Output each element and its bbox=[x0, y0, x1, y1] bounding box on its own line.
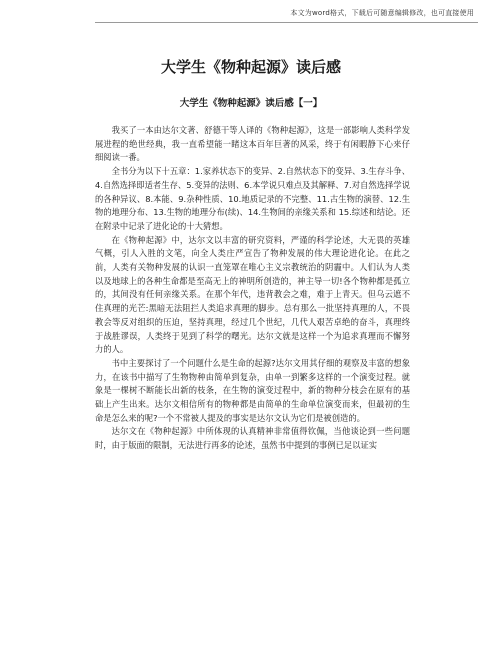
header-divider bbox=[95, 22, 478, 23]
paragraph: 全书分为以下十五章：1.家养状态下的变异、2.自然状态下的变异、3.生存斗争、4.自然选择即适者生存、5.变异的法则、6.本学说只难点及其解释、7.对自然选择学说的各种异议、8.本能、9.杂种性质、10.地质记录的不完整、11.古生物的演替、12.生物的地理分布、13.生物的地理分布(续)、14.生物间的亲缘关系和 15.综述和结论。还在附录中记录了进化论的十大猜想。 bbox=[95, 166, 410, 231]
section-subtitle: 大学生《物种起源》读后感【一】 bbox=[179, 98, 323, 109]
paragraph: 书中主要探讨了一个问题什么是生命的起源?达尔文用其仔细的观察及丰富的想象力，在该书中描写了生物物种由简单到复杂，由单一到繁多这样的一个演变过程。就象是一棵树不断能长出新的枝条，在生物的演变过程中，新的物种分枝会在原有的基础上产生出来。达尔文相信所有的物种都是由简单的生命单位演变而来，但最初的生命是怎么来的呢?一个不常被人提及的事实是达尔文认为它们是被创造的。 bbox=[95, 357, 410, 423]
body-text bbox=[95, 124, 410, 453]
paragraph: 在《物种起源》中，达尔文以丰富的研究资料，严谨的科学论述，大无畏的英雄气概，引人入胜的文笔，向全人类庄严宣告了物种发展的伟大理论进化论。在此之前，人类有关物种发展的认识一直笼罩在唯心主义宗教统治的阴霾中。人们认为人类以及地球上的各种生命都是至高无上的神明所创造的，神主导一切!各个物种都是孤立的，其间没有任何亲缘关系。在那个年代，违背教会之难，难于上青天。但乌云遮不住真理的光芒:黑暗无法阻拦人类追求真理的脚步。总有那么一批坚持真理的人，不畏教会等反对组织的压迫，坚持真理，经过几个世纪，几代人艰苦卓绝的奋斗，真理终于战胜谬误，人类终于见到了科学的曙光。达尔文就是这样一个为追求真理而不懈努力的人。 bbox=[95, 234, 410, 355]
page-header-note: 本文为word格式，下载后可随意编辑修改，也可直接使用 bbox=[290, 9, 474, 17]
paragraph: 我买了一本由达尔文著、舒德干等人译的《物种起源》，这是一部影响人类科学发展进程的绝世经典，我一直希望能一睹这本百年巨著的风采，终于有闲暇静下心来仔细阅读一番。 bbox=[95, 125, 410, 163]
paragraph: 达尔文在《物种起源》中所体现的认真精神非常值得钦佩，当他谈论到一些问题时，由于版面的限制，无法进行再多的论述，虽然书中提到的事例已足以证实 bbox=[95, 426, 410, 451]
document-title: 大学生《物种起源》读后感 bbox=[160, 58, 341, 76]
